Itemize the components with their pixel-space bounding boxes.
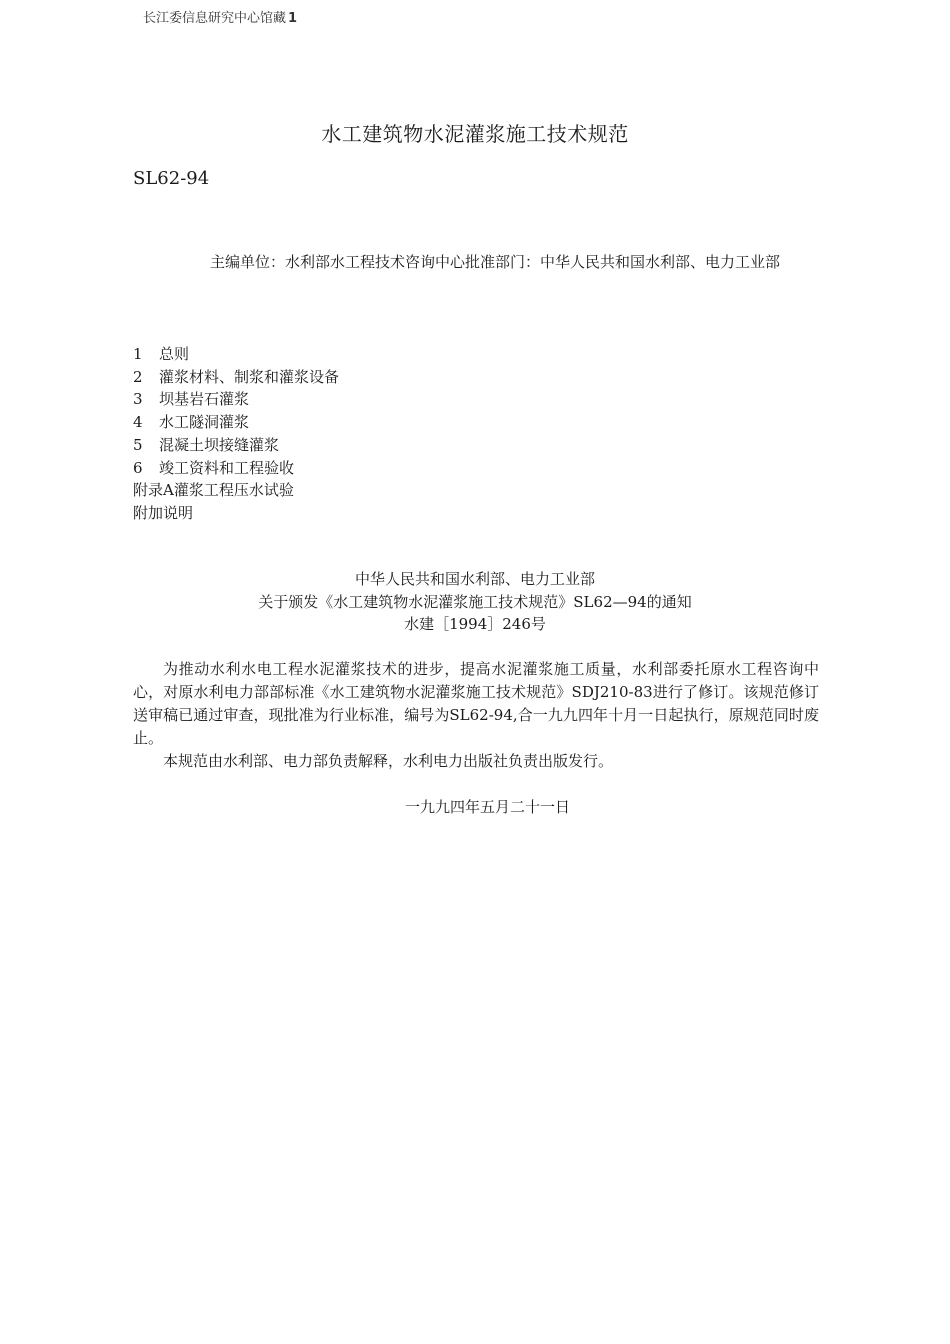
toc-item: [133, 434, 339, 457]
toc-item-number: 2: [133, 367, 143, 386]
toc-item: [133, 388, 339, 411]
toc-item: [133, 411, 339, 434]
toc-appendix: [133, 502, 339, 525]
toc-item-label: 附加说明: [133, 503, 194, 522]
toc-item: [133, 457, 339, 480]
notice-heading: [0, 568, 950, 636]
toc-item-label: 总则: [159, 345, 190, 363]
notice-issuer: 中华人民共和国水利部、电力工业部: [354, 570, 595, 588]
toc-item-label: 混凝土坝接缝灌浆: [159, 435, 280, 454]
toc-item-number: 4: [133, 413, 143, 432]
editor-info: 主编单位：水利部水工程技术咨询中心批准部门：中华人民共和国水利部、电力工业部: [210, 253, 781, 271]
notice-body: [133, 658, 819, 773]
toc-item: [133, 343, 339, 366]
toc-item-number: 5: [133, 435, 143, 454]
document-title: 水工建筑物水泥灌浆施工技术规范: [321, 122, 629, 146]
toc-item-number: 1: [133, 345, 143, 363]
toc-item-label: 坝基岩石灌浆: [159, 390, 250, 409]
page-number: 1: [288, 11, 298, 26]
table-of-contents: [133, 343, 339, 525]
notice-paragraph: 本规范由水利部、电力部负责解释，水利电力出版社负责出版发行。: [163, 752, 614, 770]
toc-item-number: 3: [133, 390, 143, 409]
notice-subject: 关于颁发《水工建筑物水泥灌浆施工技术规范》SL62—94的通知: [258, 592, 692, 611]
toc-appendix: [133, 479, 339, 502]
toc-item-number: 6: [133, 458, 143, 477]
toc-item-label: 水工隧洞灌浆: [159, 413, 250, 432]
notice-date: 一九九四年五月二十一日: [404, 798, 570, 816]
library-note-text: 长江委信息研究中心馆藏: [143, 11, 287, 26]
notice-paragraph: 为推动水利水电工程水泥灌浆技术的进步，提高水泥灌浆施工质量，水利部委托原水工程咨询中心，对原水利电力部部标准《水工建筑物水泥灌浆施工技术规范》SDJ210-83进行了修订。该规范修订送审稿已通过审查，现批准为行业标准，编号为SL62-94,合一九九四年十月一日起执行，原规范同时废止。: [133, 660, 819, 747]
standard-code: SL62-94: [133, 168, 210, 189]
toc-item-label: 附录A灌浆工程压水试验: [133, 481, 294, 500]
library-header-note: [143, 7, 297, 26]
toc-item-label: 竣工资料和工程验收: [159, 458, 295, 477]
notice-doc-number: 水建［1994］246号: [404, 615, 546, 633]
toc-item-label: 灌浆材料、制浆和灌浆设备: [159, 367, 340, 386]
toc-item: [133, 366, 339, 389]
